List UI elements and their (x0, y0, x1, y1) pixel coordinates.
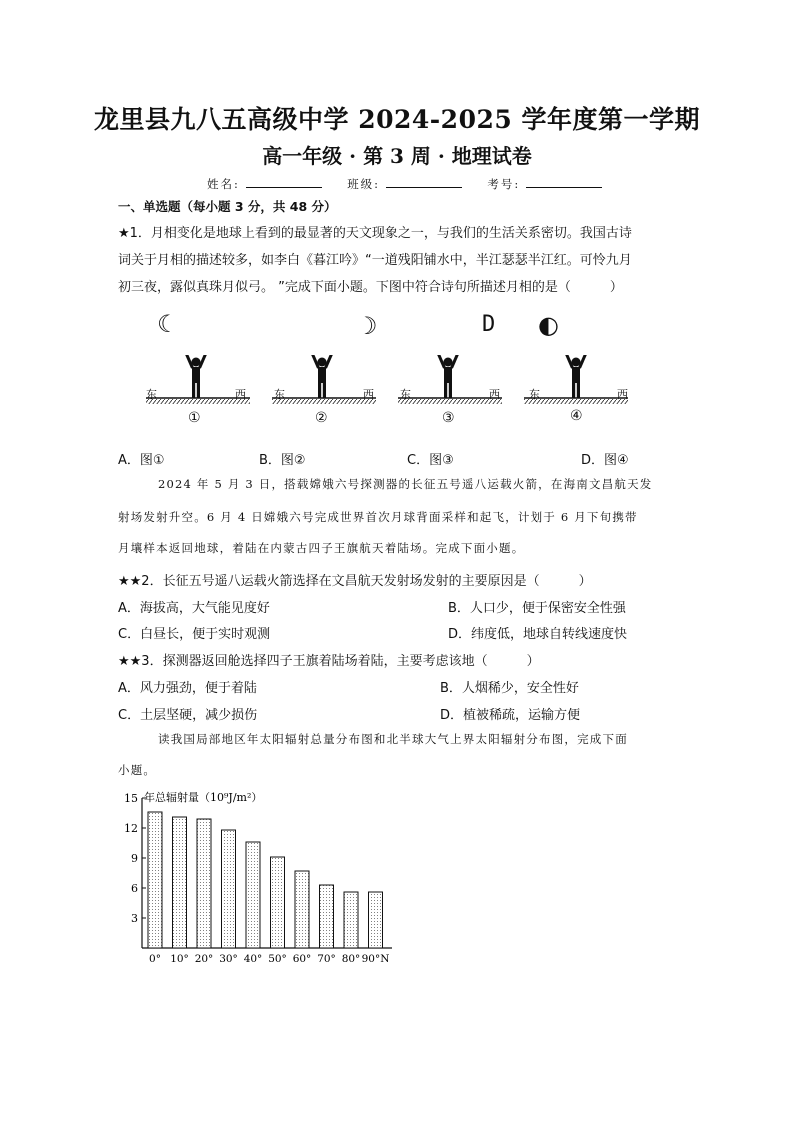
bar (271, 857, 285, 948)
passage3-line-2: 小题。 (118, 763, 157, 777)
figure-number-1: ① (188, 410, 201, 426)
y-tick-label: 15 (124, 792, 138, 805)
chart-title: 年总辐射量（10⁹J/m²） (144, 791, 263, 804)
q1-line-3: 初三夜，露似真珠月似弓。 ”完成下面小题。下图中符合诗句所描述月相的是（ ） (118, 280, 623, 295)
class-blank[interactable] (386, 176, 462, 188)
q1-line-2: 词关于月相的描述较多，如李白《暮江吟》“一道残阳铺水中，半江瑟瑟半江红。可怜九月 (118, 253, 632, 268)
observer-panels (140, 355, 660, 415)
bar (320, 885, 334, 948)
passage2-line-3: 月壤样本返回地球，着陆在内蒙古四子王旗航天着陆场。完成下面小题。 (118, 541, 525, 555)
exam-no-blank[interactable] (526, 176, 602, 188)
west-label-1: 西 (235, 388, 246, 401)
panel-2 (272, 355, 376, 404)
q1-option-c[interactable]: C．图③ (407, 453, 454, 468)
q3-option-a[interactable]: A．风力强劲，便于着陆 (118, 681, 257, 696)
figure-number-2: ② (315, 410, 328, 426)
moon-icon-3: D (482, 312, 496, 337)
y-tick-label: 12 (124, 822, 138, 835)
page-title: 龙里县九八五高级中学 2024-2025 学年度第一学期 (94, 105, 700, 134)
q1-option-b[interactable]: B．图② (259, 453, 306, 468)
passage2-line-1: 2024 年 5 月 3 日，搭载嫦娥六号探测器的长征五号遥八运载火箭，在海南文昌航天发 (158, 477, 653, 491)
west-label-2: 西 (363, 388, 374, 401)
moon-icon-4: ◐ (538, 311, 559, 339)
x-tick-label: 20° (194, 953, 214, 965)
q3-stem: ★★3．探测器返回舱选择四子王旗着陆场着陆，主要考虑该地（ ） (118, 654, 540, 669)
x-tick-label: 80° (341, 953, 361, 965)
q2-option-a[interactable]: A．海拔高，大气能见度好 (118, 601, 270, 616)
bar (197, 819, 211, 948)
bar (173, 817, 187, 948)
passage2-line-2: 射场发射升空。6 月 4 日嫦娥六号完成世界首次月球背面采样和起飞，计划于 6 月下旬携带 (118, 510, 638, 524)
page-subtitle: 高一年级 · 第 3 周 · 地理试卷 (262, 144, 532, 168)
q2-option-b[interactable]: B．人口少，便于保密安全性强 (448, 601, 626, 616)
q3-option-c[interactable]: C．土层坚硬，减少损伤 (118, 708, 258, 723)
bar (344, 892, 358, 948)
west-label-4: 西 (617, 388, 628, 401)
q1-option-a[interactable]: A．图① (118, 453, 165, 468)
west-label-3: 西 (489, 388, 500, 401)
figure-number-4: ④ (570, 408, 583, 424)
student-info-line (207, 176, 622, 192)
east-label-1: 东 (146, 388, 157, 401)
bar (369, 892, 383, 948)
bar (222, 830, 236, 948)
radiation-bar-chart (112, 785, 402, 970)
x-tick-label: 30° (219, 953, 238, 965)
q2-stem: ★★2．长征五号遥八运载火箭选择在文昌航天发射场发射的主要原因是（ ） (118, 574, 592, 589)
q3-option-b[interactable]: B．人烟稀少，安全性好 (440, 681, 579, 696)
east-label-4: 东 (529, 388, 540, 401)
x-tick-label: 50° (268, 953, 287, 965)
q3-option-d[interactable]: D．植被稀疏，运输方便 (440, 708, 581, 723)
q1-line-1: ★1．月相变化是地球上看到的最显著的天文现象之一，与我们的生活关系密切。我国古诗 (118, 226, 632, 241)
q1-option-d[interactable]: D．图④ (581, 453, 629, 468)
x-tick-label: 60° (292, 953, 312, 965)
bar (148, 812, 162, 948)
section-heading: 一、单选题（每小题 3 分，共 48 分） (118, 199, 337, 214)
panel-3 (398, 355, 502, 404)
y-tick-label: 9 (131, 852, 138, 865)
exam-no-label: 考号: (487, 177, 521, 191)
name-blank[interactable] (246, 176, 322, 188)
name-label: 姓名: (207, 177, 240, 191)
east-label-2: 东 (274, 388, 285, 401)
class-label: 班级: (347, 177, 381, 191)
x-tick-label: 40° (243, 953, 263, 965)
east-label-3: 东 (400, 388, 411, 401)
q2-option-d[interactable]: D．纬度低，地球自转线速度快 (448, 627, 628, 642)
x-tick-label: 70° (317, 953, 336, 965)
passage3-line-1: 读我国局部地区年太阳辐射总量分布图和北半球大气上界太阳辐射分布图，完成下面 (158, 732, 628, 746)
y-tick-label: 6 (131, 882, 138, 895)
moon-icon-2: ☽ (356, 312, 378, 340)
bar (295, 871, 309, 948)
bar (246, 842, 260, 948)
y-tick-label: 3 (131, 912, 138, 925)
figure-number-3: ③ (442, 410, 455, 426)
x-tick-label: 0° (149, 953, 161, 965)
x-tick-label: 10° (170, 953, 189, 965)
q2-option-c[interactable]: C．白昼长，便于实时观测 (118, 627, 271, 642)
moon-icon-1: ☾ (157, 310, 179, 338)
x-tick-label: 90°N (361, 953, 390, 965)
